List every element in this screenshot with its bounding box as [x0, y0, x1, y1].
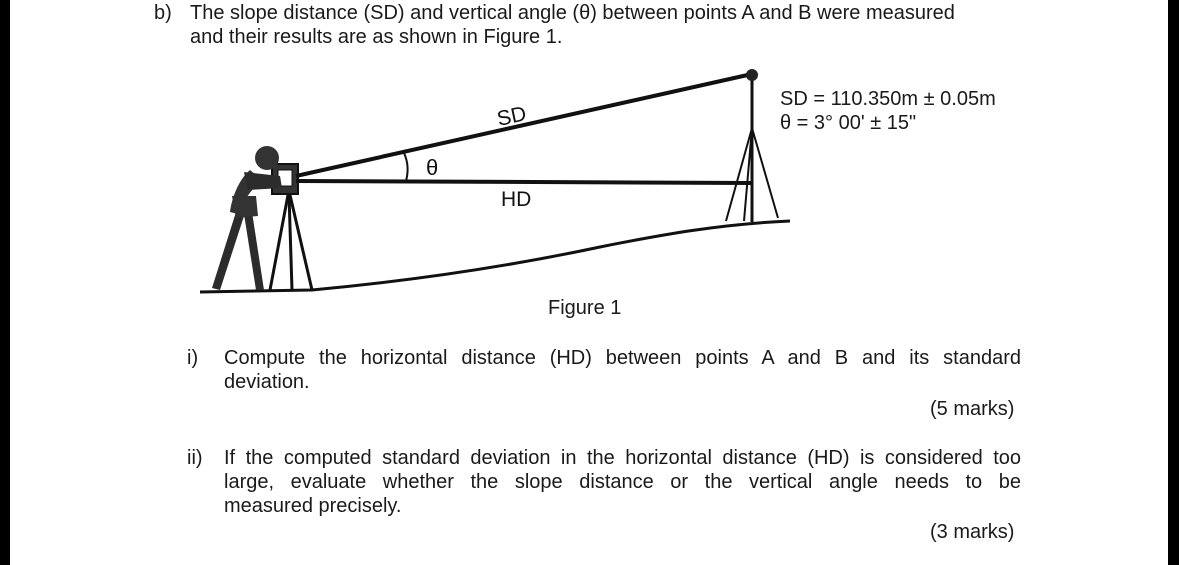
angle-arc	[404, 153, 408, 181]
angle-value-text: θ = 3° 00' ± 15"	[780, 112, 917, 134]
hd-label: HD	[501, 188, 532, 211]
part-i-line2: deviation.	[224, 371, 310, 393]
part-ii-line1: If the computed standard deviation in the horizontal distance (HD) is considered too	[224, 447, 1021, 469]
surveyor-icon	[212, 146, 282, 290]
part-i-marks: (5 marks)	[930, 398, 1015, 420]
question-b-line2: and their results are as shown in Figure 1.	[190, 26, 563, 48]
question-b-label: b)	[154, 2, 172, 24]
target-icon	[746, 69, 758, 81]
ground-line	[200, 221, 790, 292]
instrument-tripod	[270, 195, 312, 290]
question-b-line1: The slope distance (SD) and vertical angle (θ) between points A and B were measured	[190, 2, 955, 24]
sd-value-text: SD = 110.350m ± 0.05m	[780, 88, 996, 110]
horizontal-distance-line	[296, 181, 752, 183]
sd-label: SD	[495, 102, 529, 131]
part-i-line1: Compute the horizontal distance (HD) between points A and B and its standard	[224, 347, 1021, 369]
figure-caption: Figure 1	[548, 297, 622, 319]
part-ii-label: ii)	[187, 447, 203, 469]
part-ii-line3: measured precisely.	[224, 495, 402, 517]
part-ii-line2: large, evaluate whether the slope distance or the vertical angle needs to be	[224, 471, 1021, 493]
part-ii-marks: (3 marks)	[930, 521, 1015, 543]
angle-label: θ	[426, 155, 439, 180]
part-i-label: i)	[187, 347, 199, 369]
